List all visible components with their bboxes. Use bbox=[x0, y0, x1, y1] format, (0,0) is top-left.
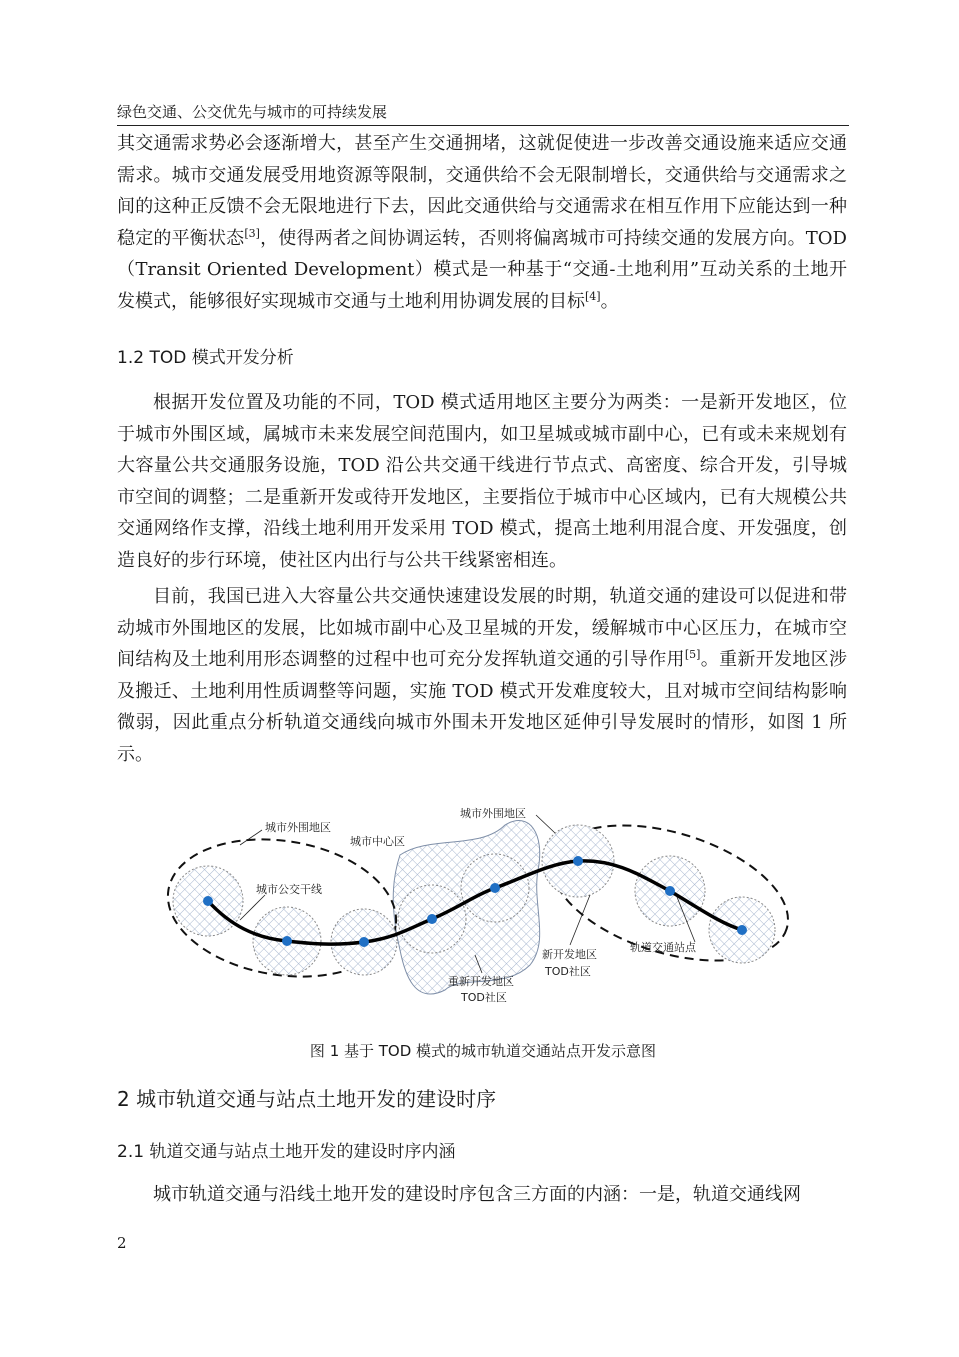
station-dot bbox=[490, 883, 500, 893]
leader-outer-left bbox=[240, 830, 262, 845]
paragraph-1-part-a: 其交通需求势必会逐渐增大，甚至产生交通拥堵，这就促使进一步改善交通设施来适应交通需求。城市交通发展受用地资源等限制，交通供给不会无限制增长，交通供给与交通需求之间的这种正反馈不会无限地进行下去，因此交通供给与交通需求在相互作用下应能达到一种稳定的平衡状态 bbox=[117, 133, 847, 249]
label-city-center: 城市中心区 bbox=[350, 835, 405, 848]
section-heading-1-2: 1.2 TOD 模式开发分析 bbox=[117, 348, 294, 368]
label-station: 轨道交通站点 bbox=[630, 941, 696, 954]
section-heading-2-1: 2.1 轨道交通与站点土地开发的建设时序内涵 bbox=[117, 1142, 456, 1162]
paragraph-3-part-b: 。重新开发地区涉及搬迁、土地利用性质调整等问题，实施 TOD 模式开发难度较大，且对城市空间结构影响微弱，因此重点分析轨道交通线向城市外围未开发地区延伸引导发展时的情形，如图 1 所示。 bbox=[117, 649, 847, 765]
station-dot bbox=[282, 936, 292, 946]
label-outer-area-right: 城市外围地区 bbox=[460, 807, 526, 820]
leader-transit-line bbox=[240, 895, 265, 920]
label-redev-line1: 重新开发地区 bbox=[448, 975, 514, 988]
citation-3[interactable]: [3] bbox=[244, 226, 260, 240]
paragraph-3 bbox=[117, 581, 847, 770]
station-dot bbox=[665, 886, 675, 896]
running-header: 绿色交通、公交优先与城市的可持续发展 bbox=[117, 103, 388, 121]
page-number: 2 bbox=[117, 1234, 127, 1252]
paragraph-4: 城市轨道交通与沿线土地开发的建设时序包含三方面的内涵：一是，轨道交通线网 bbox=[153, 1184, 801, 1205]
station-dot bbox=[203, 896, 213, 906]
paragraph-1-part-b: ，使得两者之间协调运转，否则将偏离城市可持续交通的发展方向。TOD（Transit Oriented Development）模式是一种基于“交通-土地利用”互动关系的土地开发模式，能够很好实现城市交通与土地利用协调发展的目标 bbox=[117, 227, 847, 312]
station-dot bbox=[737, 925, 747, 935]
label-new-dev-line2: TOD社区 bbox=[545, 965, 591, 978]
leader-outer-right bbox=[536, 815, 555, 833]
paragraph-1 bbox=[117, 128, 847, 317]
citation-4[interactable]: [4] bbox=[585, 289, 601, 303]
figure-caption: 图 1 基于 TOD 模式的城市轨道交通站点开发示意图 bbox=[309, 1042, 657, 1060]
label-transit-line: 城市公交干线 bbox=[256, 883, 322, 896]
tod-diagram bbox=[160, 795, 800, 1010]
leader-new-dev bbox=[570, 895, 590, 945]
paragraph-3-part-a: 目前，我国已进入大容量公共交通快速建设发展的时期，轨道交通的建设可以促进和带动城市外围地区的发展，比如城市副中心及卫星城的开发，缓解城市中心区压力，在城市空间结构及土地利用形态调整的过程中也可充分发挥轨道交通的引导作用 bbox=[117, 586, 847, 670]
label-outer-area-left: 城市外围地区 bbox=[265, 821, 331, 834]
station-dot bbox=[573, 856, 583, 866]
paragraph-2: 根据开发位置及功能的不同，TOD 模式适用地区主要分为两类：一是新开发地区，位于城市外围区域，属城市未来发展空间范围内，如卫星城或城市副中心，已有或未来规划有大容量公共交通服务设施，TOD 沿公共交通干线进行节点式、高密度、综合开发，引导城市空间的调整；二是重新开发或待开发地区，主要指位于城市中心区域内，已有大规模公共交通网络作支撑，沿线土地利用开发采用 TOD 模式，提高土地利用混合度、开发强度，创造良好的步行环境，使社区内出行与公共干线紧密相连。 bbox=[117, 392, 847, 571]
station-dot bbox=[359, 937, 369, 947]
label-redev-line2: TOD社区 bbox=[461, 991, 507, 1004]
label-new-dev-line1: 新开发地区 bbox=[542, 948, 597, 961]
header-rule bbox=[117, 125, 849, 126]
section-heading-2: 2 城市轨道交通与站点土地开发的建设时序 bbox=[117, 1087, 497, 1111]
citation-5[interactable]: [5] bbox=[684, 648, 701, 661]
paragraph-1-part-c: 。 bbox=[600, 290, 619, 312]
station-dot bbox=[427, 914, 437, 924]
